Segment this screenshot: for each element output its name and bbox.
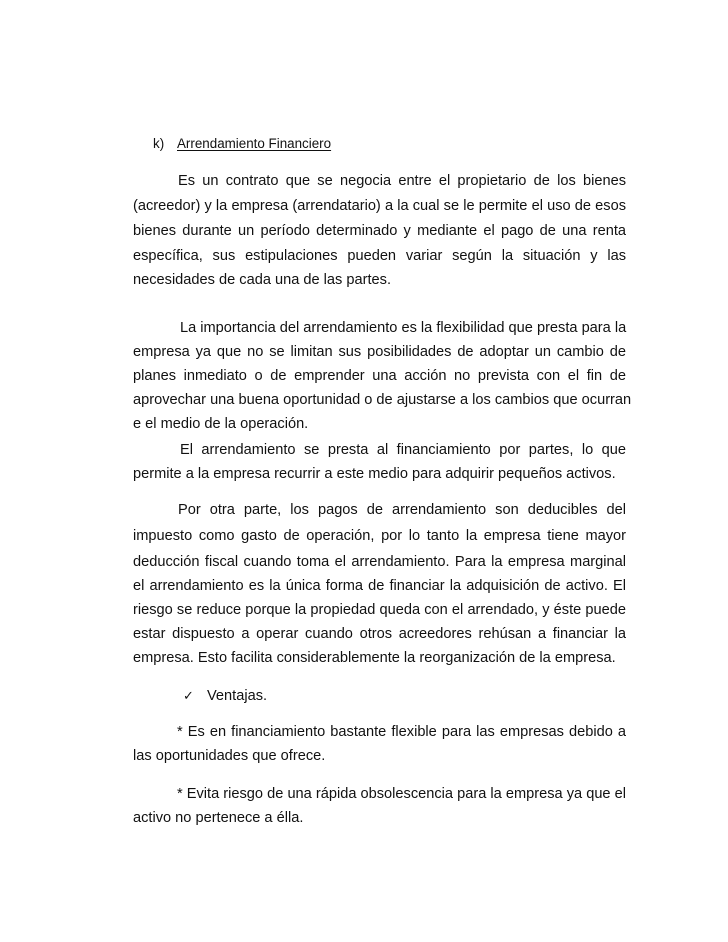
section-heading <box>153 134 331 154</box>
paragraph-line: e el medio de la operación. <box>133 416 309 432</box>
advantage-line: * Evita riesgo de una rápida obsolescencia para la empresa ya que el <box>177 786 626 802</box>
paragraph-line: aprovechar una buena oportunidad o de ajustarse a los cambios que ocurran <box>133 392 632 408</box>
paragraph-line: estar dispuesto a operar cuando otros acreedores rehúsan a financiar la <box>133 626 626 642</box>
advantages-label: Ventajas. <box>207 688 268 704</box>
paragraph-line: (acreedor) y la empresa (arrendatario) a la cual se le permite el uso de esos <box>133 198 626 214</box>
paragraph-line: específica, sus estipulaciones pueden variar según la situación y las <box>133 248 626 264</box>
paragraph-line: El arrendamiento se presta al financiamiento por partes, lo que <box>180 442 626 458</box>
paragraph-line: permite a la empresa recurrir a este medio para adquirir pequeños activos. <box>133 466 616 482</box>
paragraph-line: planes inmediato o de emprender una acción no prevista con el fin de <box>133 368 626 384</box>
paragraph-line: necesidades de cada una de las partes. <box>133 272 392 288</box>
paragraph-line: empresa. Esto facilita considerablemente la reorganización de la empresa. <box>133 650 616 666</box>
paragraph-line: Es un contrato que se negocia entre el propietario de los bienes <box>178 173 626 189</box>
checkmark-icon: ✓ <box>183 689 194 704</box>
paragraph-line: empresa ya que no se limitan sus posibilidades de adoptar un cambio de <box>133 344 626 360</box>
paragraph-line: La importancia del arrendamiento es la flexibilidad que presta para la <box>180 320 627 336</box>
paragraph-line: riesgo se reduce porque la propiedad queda con el arrendado, y éste puede <box>133 602 626 618</box>
paragraph-line: impuesto como gasto de operación, por lo tanto la empresa tiene mayor <box>133 528 626 544</box>
paragraph-line: el arrendamiento es la única forma de financiar la adquisición de activo. El <box>133 578 626 594</box>
paragraph-line: deducción fiscal cuando toma el arrendamiento. Para la empresa marginal <box>133 554 626 570</box>
advantage-line: * Es en financiamiento bastante flexible para las empresas debido a <box>177 724 626 740</box>
paragraph-line: bienes durante un período determinado y mediante el pago de una renta <box>133 223 626 239</box>
section-title: Arrendamiento Financiero <box>177 136 332 151</box>
advantage-line: activo no pertenece a élla. <box>133 810 304 826</box>
section-marker: k) <box>153 136 165 151</box>
paragraph-line: Por otra parte, los pagos de arrendamiento son deducibles del <box>178 502 626 518</box>
advantages-bullet <box>183 686 267 707</box>
advantage-line: las oportunidades que ofrece. <box>133 748 326 764</box>
